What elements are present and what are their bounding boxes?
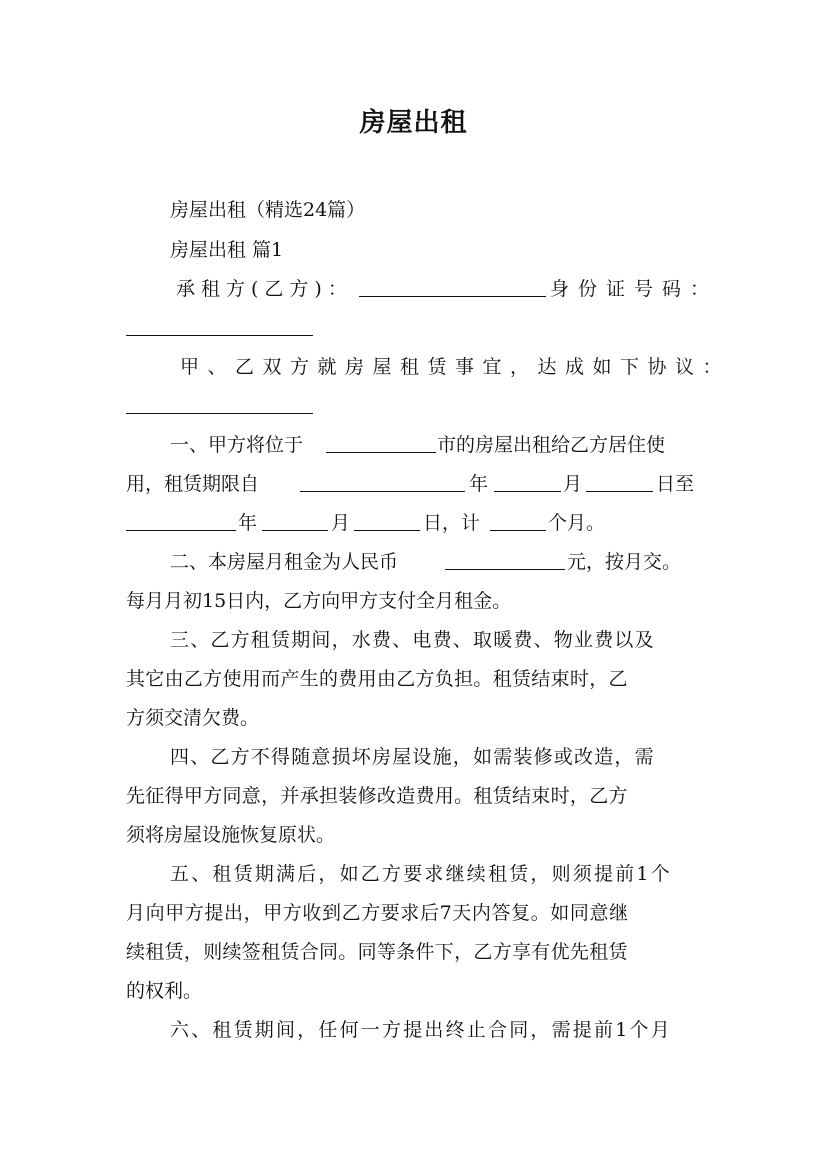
clause4-line1: 四、乙方不得随意损坏房屋设施，如需装修或改造，需: [170, 746, 655, 768]
tenant-label: 承租方(乙方)：: [176, 278, 353, 300]
clause5-line3: 续租赁，则续签租赁合同。同等条件下，乙方享有优先租赁: [126, 941, 628, 963]
clause2-part2: 元，按月交。: [567, 551, 682, 573]
clause2-part1: 二、本房屋月租金为人民币: [170, 551, 399, 573]
clause1-part8: 月: [331, 512, 351, 534]
clause1-part9: 日，计: [423, 512, 481, 534]
intro-text: 甲、乙双方就房屋租赁事宜，达成如下协议：: [180, 356, 731, 378]
months-count-blank: [490, 530, 546, 531]
clause5-line4: 的权利。: [126, 980, 203, 1002]
document-subtitle: 房屋出租（精选24篇）: [170, 199, 366, 221]
id-number-blank: [126, 335, 313, 336]
start-year-blank: [300, 491, 465, 492]
clause3-line2: 其它由乙方使用而产生的费用由乙方负担。租赁结束时，乙: [126, 668, 628, 690]
start-day-blank: [586, 491, 653, 492]
clause1-part7: 年: [238, 512, 258, 534]
clause3-line1: 三、乙方租赁期间，水费、电费、取暖费、物业费以及: [170, 629, 655, 651]
start-month-blank: [494, 491, 561, 492]
clause1-part10: 个月。: [548, 512, 606, 534]
intro-blank: [126, 413, 313, 414]
clause5-line2: 月向甲方提出，甲方收到乙方要求后7天内答复。如同意继: [126, 902, 629, 924]
city-blank: [326, 452, 436, 453]
clause1-part5: 月: [563, 473, 583, 495]
clause1-part3: 用，租赁期限自: [126, 473, 260, 495]
id-label: 身份证号码：: [550, 278, 719, 300]
end-year-blank: [126, 530, 236, 531]
clause1-part6: 日至: [656, 473, 695, 495]
clause4-line2: 先征得甲方同意，并承担装修改造费用。租赁结束时，乙方: [126, 785, 628, 807]
clause1-part4: 年: [469, 473, 489, 495]
clause2-line2: 每月月初15日内，乙方向甲方支付全月租金。: [126, 590, 512, 612]
clause1-part2: 市的房屋出租给乙方居住使: [437, 434, 666, 456]
clause1-part1: 一、甲方将位于: [170, 434, 304, 456]
clause4-line3: 须将房屋设施恢复原状。: [126, 824, 336, 846]
rent-amount-blank: [445, 569, 565, 570]
document-title: 房屋出租: [359, 108, 468, 138]
section-heading: 房屋出租 篇1: [170, 239, 284, 261]
tenant-blank: [359, 296, 546, 297]
clause3-line3: 方须交清欠费。: [126, 707, 260, 729]
end-day-blank: [354, 530, 420, 531]
end-month-blank: [262, 530, 328, 531]
clause6-line1: 六、租赁期间，任何一方提出终止合同，需提前1个月: [170, 1019, 672, 1041]
clause5-line1: 五、租赁期满后，如乙方要求继续租赁，则须提前1个: [170, 863, 672, 885]
